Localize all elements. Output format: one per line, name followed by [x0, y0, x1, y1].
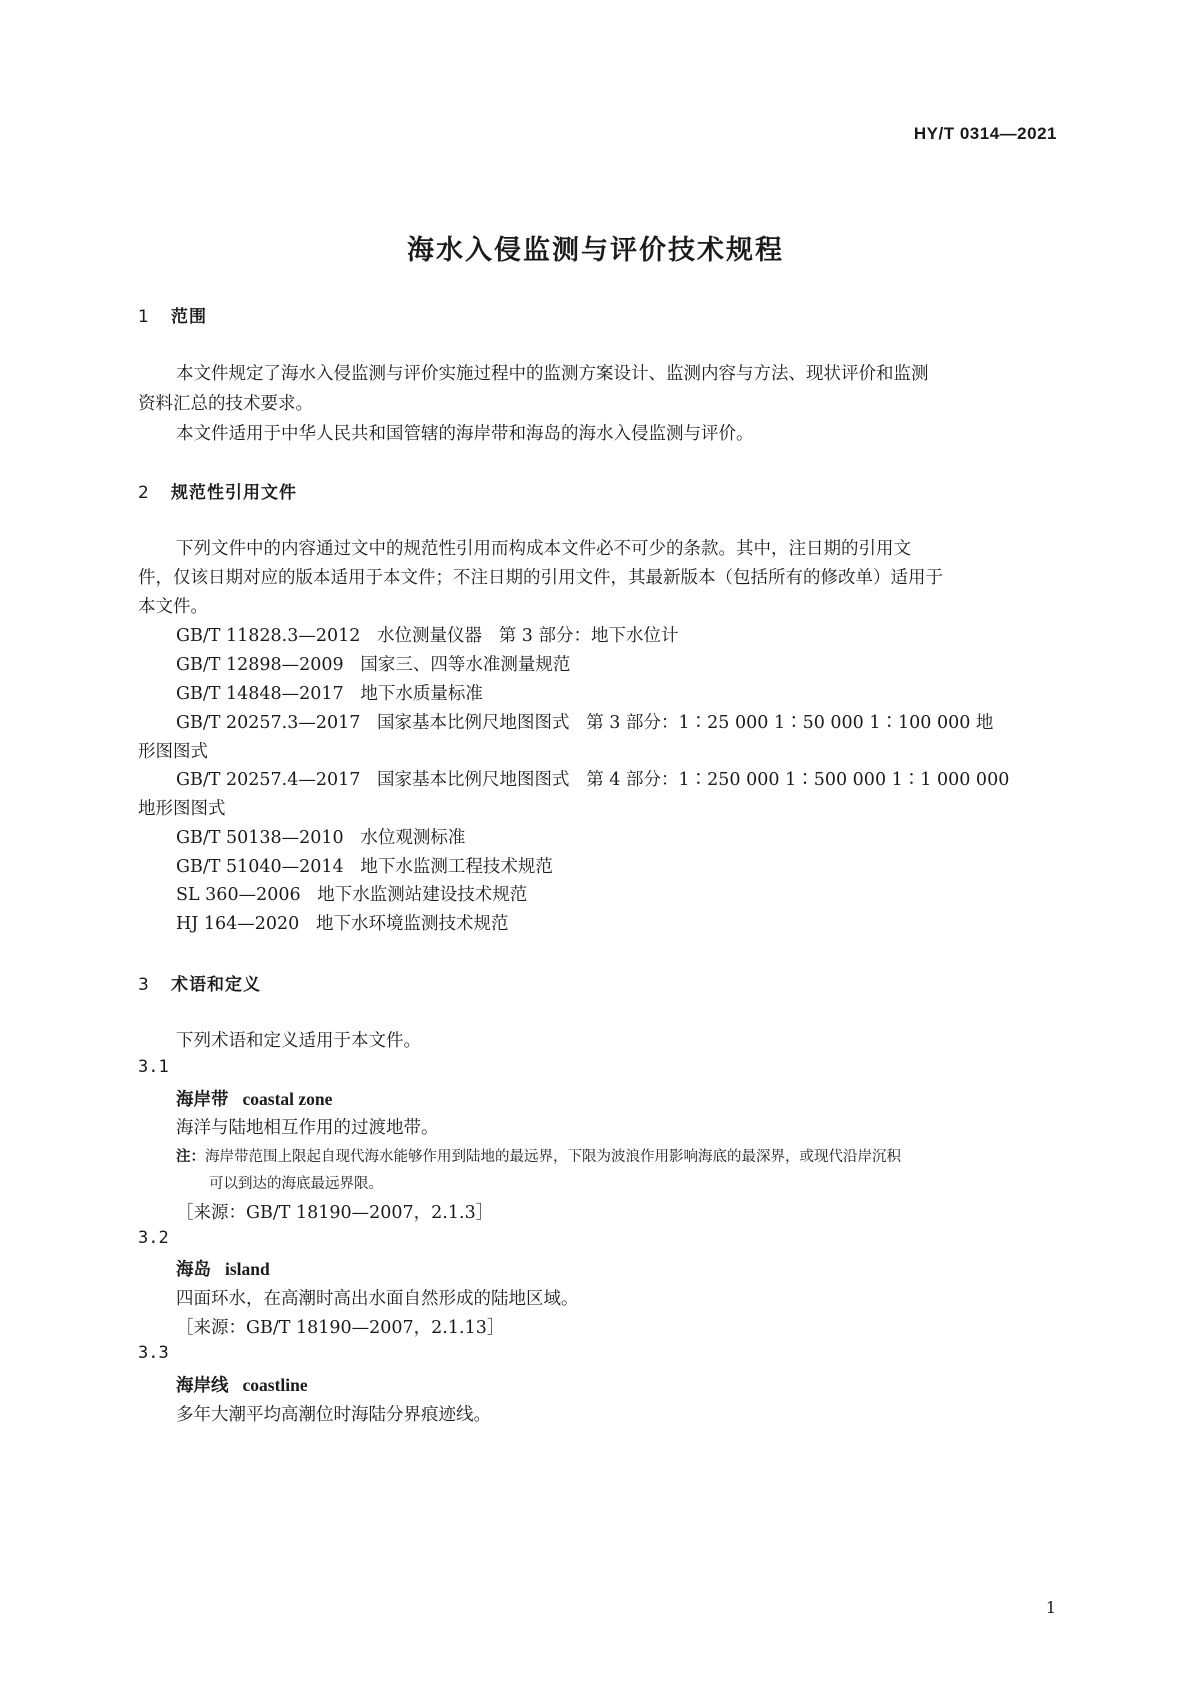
reference-item: GB/T 51040—2014 地下水监测工程技术规范: [176, 857, 553, 877]
term-number: 3.2: [138, 1228, 169, 1248]
paragraph-line: 下列文件中的内容通过文中的规范性引用而构成本文件必不可少的条款。其中，注日期的引用文: [176, 539, 911, 559]
note-line: 海岸带范围上限起自现代海水能够作用到陆地的最远界，下限为波浪作用影响海底的最深界，或现代沿岸沉积: [205, 1149, 901, 1165]
note-label: 注：: [176, 1148, 205, 1165]
reference-item-cont: 形图图式: [138, 742, 208, 762]
term-zh: 海岛: [176, 1260, 211, 1280]
section-number: 3: [138, 975, 150, 995]
reference-item: GB/T 50138—2010 水位观测标准: [176, 828, 466, 848]
reference-item: GB/T 20257.4—2017 国家基本比例尺地图图式 第 4 部分：1∶250 000 1∶500 000 1∶1 000 000: [176, 770, 1010, 790]
page-number: 1: [1045, 1598, 1056, 1617]
term-source: ［来源：GB/T 18190—2007，2.1.3］: [176, 1203, 494, 1223]
term-number: 3.1: [138, 1057, 169, 1077]
term-heading: [176, 1086, 332, 1111]
reference-item: SL 360—2006 地下水监测站建设技术规范: [176, 885, 528, 905]
term-definition: 海洋与陆地相互作用的过渡地带。: [176, 1118, 439, 1138]
section-number: 1: [138, 307, 150, 327]
section-2-heading: [138, 478, 297, 503]
paragraph-line: 件，仅该日期对应的版本适用于本文件；不注日期的引用文件，其最新版本（包括所有的修改单）适用于: [138, 568, 943, 588]
section-1-heading: [138, 302, 207, 327]
paragraph: 下列术语和定义适用于本文件。: [176, 1031, 421, 1051]
reference-item: GB/T 20257.3—2017 国家基本比例尺地图图式 第 3 部分：1∶25 000 1∶50 000 1∶100 000 地: [176, 713, 994, 733]
term-zh: 海岸带: [176, 1090, 229, 1110]
section-title: 范围: [171, 307, 207, 327]
term-number: 3.3: [138, 1343, 169, 1363]
note-line: 可以到达的海底最远界限。: [209, 1176, 383, 1192]
term-heading: [176, 1372, 308, 1397]
paragraph-line: 资料汇总的技术要求。: [138, 394, 313, 414]
term-note: [176, 1143, 1053, 1198]
reference-item: GB/T 11828.3—2012 水位测量仪器 第 3 部分：地下水位计: [176, 626, 679, 646]
term-en: island: [225, 1259, 270, 1279]
term-definition: 四面环水，在高潮时高出水面自然形成的陆地区域。: [176, 1289, 579, 1309]
paragraph-line: 本文件规定了海水入侵监测与评价实施过程中的监测方案设计、监测内容与方法、现状评价和监测: [176, 364, 929, 384]
term-source: ［来源：GB/T 18190—2007，2.1.13］: [176, 1318, 505, 1338]
paragraph-line: 本文件。: [138, 597, 208, 617]
term-zh: 海岸线: [176, 1376, 229, 1396]
section-title: 术语和定义: [171, 975, 261, 995]
term-heading: [176, 1256, 270, 1281]
term-definition: 多年大潮平均高潮位时海陆分界痕迹线。: [176, 1405, 491, 1425]
reference-item-cont: 地形图图式: [138, 799, 226, 819]
document-title: 海水入侵监测与评价技术规程: [407, 235, 784, 266]
section-title: 规范性引用文件: [171, 483, 297, 503]
reference-item: GB/T 14848—2017 地下水质量标准: [176, 684, 483, 704]
reference-item: HJ 164—2020 地下水环境监测技术规范: [176, 914, 509, 934]
reference-item: GB/T 12898—2009 国家三、四等水准测量规范: [176, 655, 571, 675]
term-en: coastal zone: [242, 1089, 333, 1109]
section-3-heading: [138, 970, 261, 995]
section-number: 2: [138, 483, 150, 503]
paragraph: 本文件适用于中华人民共和国管辖的海岸带和海岛的海水入侵监测与评价。: [176, 424, 754, 444]
term-en: coastline: [242, 1375, 308, 1395]
standard-number: HY/T 0314—2021: [913, 124, 1057, 143]
